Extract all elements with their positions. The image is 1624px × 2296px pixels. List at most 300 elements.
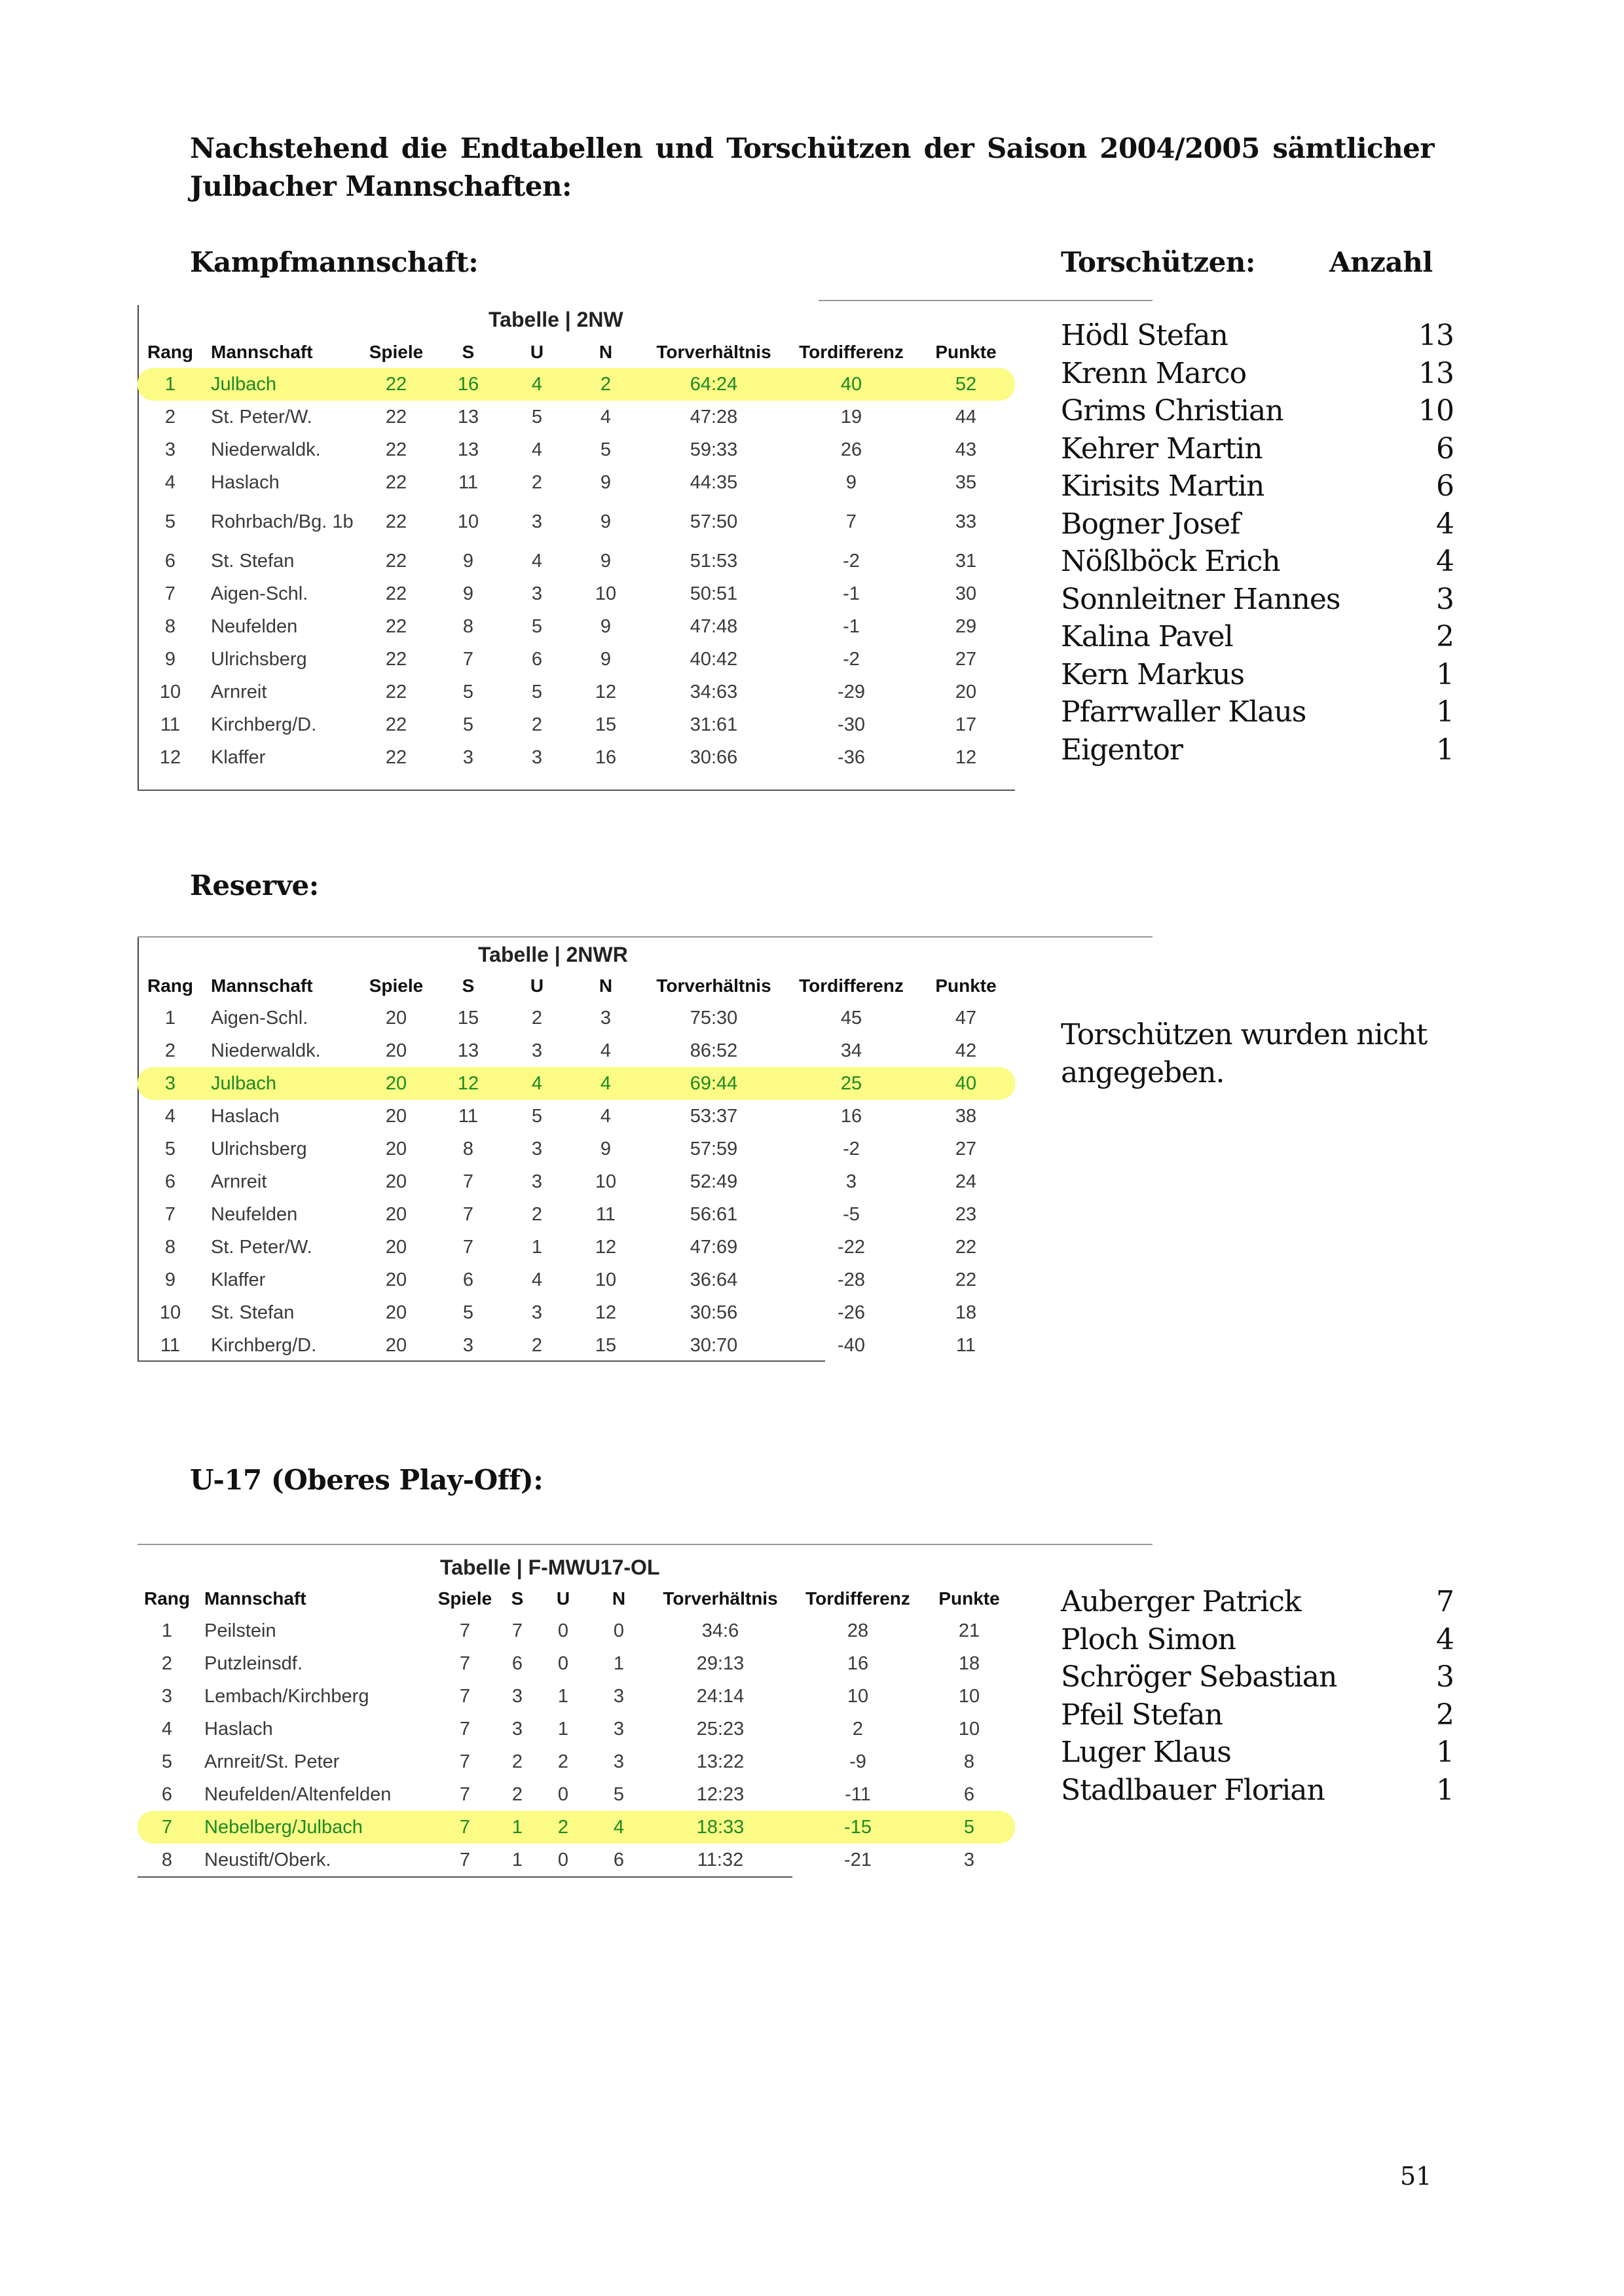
table-cell: -1 xyxy=(843,583,860,604)
table-cell: 22 xyxy=(385,615,407,637)
scan-border xyxy=(138,790,1015,791)
table-cell: 9 xyxy=(600,550,612,572)
scorer-row xyxy=(1061,618,1454,656)
table-cell: 2 xyxy=(164,406,176,428)
table-cell: 5 xyxy=(600,439,612,460)
scorer-goal-count: 13 xyxy=(1418,319,1454,352)
table-cell: Haslach xyxy=(211,471,280,493)
table-cell: 5 xyxy=(531,1105,543,1127)
table-cell: 7 xyxy=(164,1203,176,1225)
table-cell: 34:63 xyxy=(690,681,738,702)
table-cell: 29 xyxy=(955,615,977,637)
table-cell: 3 xyxy=(613,1685,625,1707)
table-cell: 7 xyxy=(164,583,176,604)
table-cell: 10 xyxy=(958,1685,980,1707)
column-header: Spiele xyxy=(369,975,424,996)
scorer-row xyxy=(1061,505,1454,543)
table-row xyxy=(138,1680,1015,1713)
table-cell: 2 xyxy=(161,1652,173,1674)
table-cell: Putzleinsdf. xyxy=(204,1652,303,1674)
table-cell: 4 xyxy=(600,1040,612,1061)
table-cell: 3 xyxy=(963,1849,975,1870)
column-header: Rang xyxy=(144,1588,190,1609)
table-cell: 31 xyxy=(955,550,977,572)
table-cell: 20 xyxy=(955,681,977,702)
scorer-name: Kern Markus xyxy=(1061,657,1244,691)
table-cell: 4 xyxy=(589,1811,648,1844)
table-cell: 6 xyxy=(164,1171,176,1192)
table-cell: -9 xyxy=(849,1751,866,1772)
table-cell: Ulrichsberg xyxy=(211,1138,307,1159)
scorer-name: Kalina Pavel xyxy=(1061,620,1233,653)
table-cell: 4 xyxy=(161,1718,173,1740)
table-row xyxy=(138,1002,1015,1034)
table-cell: 4 xyxy=(531,439,543,460)
table-cell: 22 xyxy=(385,746,407,768)
table-cell: 2 xyxy=(557,1751,569,1772)
table-cell: 86:52 xyxy=(690,1040,738,1061)
column-header: U xyxy=(556,1588,570,1609)
table-cell: 30:66 xyxy=(690,746,738,768)
scorers-label: Torschützen: xyxy=(1061,246,1255,278)
kampf-section-title: Kampfmannschaft: xyxy=(190,246,479,278)
table-cell: 22 xyxy=(360,368,432,401)
table-cell: 16 xyxy=(847,1652,869,1674)
table-cell: 15 xyxy=(457,1007,479,1029)
table-cell: -29 xyxy=(838,681,865,702)
table-row xyxy=(138,1100,1015,1133)
table-cell: Niederwaldk. xyxy=(211,1040,321,1061)
table-cell: 3 xyxy=(462,746,474,768)
table-cell: 22 xyxy=(385,471,407,493)
table-cell: 6 xyxy=(531,648,543,670)
table-cell: 5 xyxy=(161,1751,173,1772)
u17-table-body xyxy=(138,1614,1015,1876)
table-cell: 30:70 xyxy=(690,1334,738,1356)
table-cell: 47:48 xyxy=(690,615,738,637)
table-cell: -11 xyxy=(845,1783,871,1805)
table-cell: 3 xyxy=(531,1040,543,1061)
table-cell: 3 xyxy=(511,1685,523,1707)
table-cell: 1 xyxy=(613,1652,625,1674)
table-cell: Arnreit/St. Peter xyxy=(204,1751,340,1772)
reserve-table-title: Tabelle | 2NWR xyxy=(478,943,628,966)
table-row xyxy=(138,1844,1015,1876)
table-cell: 3 xyxy=(511,1718,523,1740)
reserve-section-title: Reserve: xyxy=(190,869,319,902)
table-cell: 9 xyxy=(462,583,474,604)
scorer-name: Grims Christian xyxy=(1061,394,1283,428)
table-cell: 9 xyxy=(462,550,474,572)
table-cell: Niederwaldk. xyxy=(211,439,321,460)
table-cell: 8 xyxy=(462,1138,474,1159)
scorer-name: Ploch Simon xyxy=(1061,1622,1236,1656)
table-cell: 22 xyxy=(385,511,407,532)
table-cell: 3 xyxy=(462,1334,474,1356)
table-cell: 7 xyxy=(459,1620,471,1641)
table-cell: 22 xyxy=(955,1236,977,1258)
table-cell: 2 xyxy=(164,1040,176,1061)
table-cell: 22 xyxy=(955,1269,977,1290)
reserve-table-body xyxy=(138,1002,1015,1362)
table-cell: 13 xyxy=(457,1040,479,1061)
table-cell: 3 xyxy=(531,583,543,604)
table-cell: St. Peter/W. xyxy=(211,1236,312,1258)
table-cell: 10 xyxy=(457,511,479,532)
table-cell: 44 xyxy=(955,406,977,428)
table-cell: 20 xyxy=(385,1171,407,1192)
table-cell: 4 xyxy=(570,1067,642,1100)
scorer-row xyxy=(1061,355,1454,393)
table-cell: 40 xyxy=(917,1067,1015,1100)
scorer-goal-count: 7 xyxy=(1436,1585,1454,1618)
table-cell: 3 xyxy=(164,439,176,460)
table-cell: 5 xyxy=(462,714,474,735)
column-header: Torverhältnis xyxy=(663,1588,778,1609)
table-row xyxy=(138,741,1015,774)
scorer-goal-count: 1 xyxy=(1436,1736,1454,1769)
table-cell: Peilstein xyxy=(204,1620,276,1641)
table-cell: 16 xyxy=(840,1105,862,1127)
column-header: Tordifferenz xyxy=(799,975,904,996)
table-cell: 28 xyxy=(847,1620,869,1641)
scorer-name: Hödl Stefan xyxy=(1061,319,1228,352)
table-cell: Nebelberg/Julbach xyxy=(196,1811,432,1844)
scorer-goal-count: 1 xyxy=(1436,1773,1454,1807)
scorer-row xyxy=(1061,656,1454,694)
table-row xyxy=(138,577,1015,610)
table-cell: 22 xyxy=(385,583,407,604)
table-cell: 9 xyxy=(164,648,176,670)
table-cell: 20 xyxy=(385,1007,407,1029)
table-cell: 34 xyxy=(840,1040,862,1061)
table-cell: 64:24 xyxy=(642,368,786,401)
table-row xyxy=(138,1296,1015,1329)
table-cell: -40 xyxy=(838,1334,865,1356)
table-cell: 5 xyxy=(462,1302,474,1323)
table-cell: 1 xyxy=(511,1849,523,1870)
table-cell: 3 xyxy=(531,1302,543,1323)
u17-standings-table xyxy=(138,1583,1015,1876)
table-cell: 7 xyxy=(462,1171,474,1192)
table-cell: 10 xyxy=(595,1171,617,1192)
scorer-goal-count: 13 xyxy=(1418,356,1454,390)
table-cell: 6 xyxy=(161,1783,173,1805)
column-header: U xyxy=(530,975,544,996)
u17-scorers-list xyxy=(1061,1583,1454,1809)
table-cell: 7 xyxy=(459,1751,471,1772)
table-cell: Aigen-Schl. xyxy=(211,583,308,604)
table-cell: -1 xyxy=(843,615,860,637)
table-row xyxy=(138,1165,1015,1198)
scorer-row xyxy=(1061,1583,1454,1621)
table-cell: 13:22 xyxy=(696,1751,745,1772)
table-cell: 43 xyxy=(955,439,977,460)
column-header: Torverhältnis xyxy=(656,342,771,362)
table-cell: 22 xyxy=(385,681,407,702)
table-cell: 52:49 xyxy=(690,1171,738,1192)
scan-border xyxy=(138,1544,1153,1545)
table-cell: 0 xyxy=(557,1849,569,1870)
scorer-name: Sonnleitner Hannes xyxy=(1061,582,1340,616)
table-cell: St. Peter/W. xyxy=(211,406,312,428)
column-header: S xyxy=(511,1588,524,1609)
table-cell: 47:28 xyxy=(690,406,738,428)
table-cell: 50:51 xyxy=(690,583,738,604)
scorer-goal-count: 1 xyxy=(1436,657,1454,691)
table-cell: 12 xyxy=(595,681,617,702)
table-row xyxy=(138,401,1015,433)
table-cell: 11 xyxy=(160,714,181,735)
table-cell: 17 xyxy=(955,714,977,735)
table-cell: 25 xyxy=(786,1067,917,1100)
table-cell: 3 xyxy=(161,1685,173,1707)
column-header: Tordifferenz xyxy=(799,342,904,362)
table-cell: 7 xyxy=(459,1849,471,1870)
column-header: S xyxy=(462,342,475,362)
table-cell: 20 xyxy=(385,1138,407,1159)
table-cell: Lembach/Kirchberg xyxy=(204,1685,369,1707)
table-cell: 7 xyxy=(459,1685,471,1707)
table-cell: -2 xyxy=(843,648,860,670)
table-cell: 20 xyxy=(385,1236,407,1258)
table-cell: 9 xyxy=(600,1138,612,1159)
table-cell: 1 xyxy=(557,1685,569,1707)
table-cell: -5 xyxy=(843,1203,860,1225)
reserve-table-block xyxy=(138,936,1015,1362)
table-cell: 20 xyxy=(385,1040,407,1061)
table-cell: 3 xyxy=(613,1751,625,1772)
scorer-row xyxy=(1061,731,1454,769)
table-cell: 53:37 xyxy=(690,1105,738,1127)
table-cell: 3 xyxy=(138,1067,203,1100)
column-header: N xyxy=(599,342,613,362)
table-row xyxy=(138,499,1015,545)
table-cell: 2 xyxy=(531,1007,543,1029)
table-cell: -22 xyxy=(838,1236,865,1258)
scorer-row xyxy=(1061,581,1454,619)
table-row xyxy=(138,1329,1015,1362)
table-cell: 24:14 xyxy=(696,1685,745,1707)
table-row xyxy=(138,1811,1015,1844)
table-cell: 5 xyxy=(531,406,543,428)
table-cell: 7 xyxy=(432,1811,498,1844)
table-header-row xyxy=(138,970,1015,1002)
table-cell: 34:6 xyxy=(701,1620,739,1641)
table-cell: 20 xyxy=(385,1302,407,1323)
table-cell: Haslach xyxy=(211,1105,280,1127)
table-cell: 57:50 xyxy=(690,511,738,532)
table-row xyxy=(138,1647,1015,1680)
column-header: Mannschaft xyxy=(211,342,313,362)
table-cell: 2 xyxy=(511,1783,523,1805)
table-cell: St. Stefan xyxy=(211,1302,295,1323)
scorer-goal-count: 1 xyxy=(1436,733,1454,767)
table-cell: 9 xyxy=(600,511,612,532)
table-cell: 9 xyxy=(600,648,612,670)
table-cell: Kirchberg/D. xyxy=(211,1334,317,1356)
scorer-goal-count: 3 xyxy=(1436,1660,1454,1694)
table-cell: 45 xyxy=(840,1007,862,1029)
table-cell: 10 xyxy=(595,1269,617,1290)
table-cell: St. Stefan xyxy=(211,550,295,572)
column-header: Punkte xyxy=(935,975,997,996)
column-header: N xyxy=(612,1588,626,1609)
table-cell: 6 xyxy=(963,1783,975,1805)
table-cell: 22 xyxy=(385,550,407,572)
table-cell: 0 xyxy=(557,1620,569,1641)
table-cell: -2 xyxy=(843,1138,860,1159)
table-cell: Haslach xyxy=(204,1718,273,1740)
table-cell: 4 xyxy=(164,1105,176,1127)
scorer-row xyxy=(1061,317,1454,355)
column-header: Spiele xyxy=(369,342,424,362)
scorer-name: Pfeil Stefan xyxy=(1061,1698,1223,1732)
table-cell: Julbach xyxy=(203,1067,360,1100)
table-cell: 30:56 xyxy=(690,1302,738,1323)
table-cell: 7 xyxy=(845,511,857,532)
table-cell: 38 xyxy=(955,1105,977,1127)
column-header: Mannschaft xyxy=(211,975,313,996)
u17-table-block xyxy=(138,1544,1015,1878)
table-cell: 15 xyxy=(595,714,617,735)
table-row xyxy=(138,1264,1015,1296)
table-cell: 12 xyxy=(159,746,181,768)
scorer-row xyxy=(1061,392,1454,430)
table-row xyxy=(138,1231,1015,1264)
table-cell: 9 xyxy=(164,1269,176,1290)
scorer-goal-count: 10 xyxy=(1418,394,1454,428)
table-cell: 1 xyxy=(138,368,203,401)
table-cell: 12 xyxy=(595,1236,617,1258)
table-row xyxy=(138,708,1015,741)
table-cell: 22 xyxy=(385,406,407,428)
table-cell: 10 xyxy=(595,583,617,604)
scorer-name: Stadlbauer Florian xyxy=(1061,1773,1325,1807)
table-cell: 21 xyxy=(958,1620,980,1641)
table-cell: Klaffer xyxy=(211,1269,266,1290)
table-row xyxy=(138,610,1015,643)
table-cell: 10 xyxy=(847,1685,869,1707)
table-cell: 22 xyxy=(385,714,407,735)
table-row xyxy=(138,545,1015,577)
table-row xyxy=(138,368,1015,401)
u17-table-title: Tabelle | F-MWU17-OL xyxy=(440,1556,660,1579)
table-cell: 2 xyxy=(852,1718,864,1740)
kampf-scorers-list xyxy=(1061,317,1454,769)
kampf-table-body xyxy=(138,368,1015,774)
table-cell: 20 xyxy=(385,1269,407,1290)
table-cell: 3 xyxy=(531,746,543,768)
table-cell: 24 xyxy=(955,1171,977,1192)
table-cell: Arnreit xyxy=(211,1171,267,1192)
table-cell: 42 xyxy=(955,1040,977,1061)
count-label: Anzahl xyxy=(1329,246,1433,278)
table-cell: 3 xyxy=(531,511,543,532)
table-cell: 47:69 xyxy=(690,1236,738,1258)
column-header: Tordifferenz xyxy=(805,1588,910,1609)
table-cell: Rohrbach/Bg. 1b xyxy=(211,511,354,532)
table-cell: 29:13 xyxy=(696,1652,745,1674)
scorer-goal-count: 4 xyxy=(1436,1622,1454,1656)
table-row xyxy=(138,1198,1015,1231)
table-cell: 4 xyxy=(531,550,543,572)
table-cell: 9 xyxy=(600,615,612,637)
intro-heading: Nachstehend die Endtabellen und Torschützen der Saison 2004/2005 sämtlicher Julbacher Mannschaften: xyxy=(190,132,1434,202)
scan-border xyxy=(819,300,1153,301)
table-cell: 6 xyxy=(462,1269,474,1290)
table-cell: Arnreit xyxy=(211,681,267,702)
table-cell: 2 xyxy=(531,714,543,735)
table-cell: 1 xyxy=(557,1718,569,1740)
table-cell: 1 xyxy=(498,1811,537,1844)
scorer-row xyxy=(1061,430,1454,468)
table-cell: 12 xyxy=(595,1302,617,1323)
table-cell: 5 xyxy=(164,511,176,532)
table-cell: -26 xyxy=(838,1302,865,1323)
table-cell: -15 xyxy=(792,1811,923,1844)
table-cell: Kirchberg/D. xyxy=(211,714,317,735)
table-cell: 52 xyxy=(917,368,1015,401)
table-cell: 18 xyxy=(955,1302,977,1323)
table-cell: 59:33 xyxy=(690,439,738,460)
table-cell: 31:61 xyxy=(690,714,738,735)
table-cell: 36:64 xyxy=(690,1269,738,1290)
column-header: Mannschaft xyxy=(204,1588,306,1609)
table-cell: 22 xyxy=(385,648,407,670)
table-cell: 25:23 xyxy=(696,1718,745,1740)
table-cell: 3 xyxy=(531,1138,543,1159)
table-cell: 35 xyxy=(955,471,977,493)
column-header: S xyxy=(462,975,475,996)
scorer-name: Nößlböck Erich xyxy=(1061,545,1280,578)
table-cell: 8 xyxy=(164,615,176,637)
table-cell: 9 xyxy=(600,471,612,493)
column-header: Torverhältnis xyxy=(656,975,771,996)
table-cell: 23 xyxy=(955,1203,977,1225)
table-cell: 51:53 xyxy=(690,550,738,572)
table-cell: 7 xyxy=(459,1783,471,1805)
column-header: N xyxy=(599,975,613,996)
table-cell: 4 xyxy=(600,1105,612,1127)
table-cell: 75:30 xyxy=(690,1007,738,1029)
table-cell: 69:44 xyxy=(642,1067,786,1100)
scorer-row xyxy=(1061,693,1454,731)
table-cell: -36 xyxy=(838,746,865,768)
scorer-goal-count: 4 xyxy=(1436,507,1454,541)
table-cell: 11 xyxy=(955,1334,976,1356)
table-cell: 7 xyxy=(459,1718,471,1740)
scorer-goal-count: 6 xyxy=(1436,469,1454,503)
column-header: Punkte xyxy=(938,1588,1000,1609)
table-cell: 4 xyxy=(600,406,612,428)
column-header: Rang xyxy=(147,975,193,996)
table-cell: Neustift/Oberk. xyxy=(204,1849,331,1870)
table-cell: 30 xyxy=(955,583,977,604)
table-cell: 12:23 xyxy=(696,1783,745,1805)
table-row xyxy=(138,1067,1015,1100)
scorer-row xyxy=(1061,1696,1454,1734)
table-cell: 5 xyxy=(531,681,543,702)
scorer-row xyxy=(1061,1658,1454,1696)
table-cell: 4 xyxy=(504,1067,570,1100)
table-row xyxy=(138,643,1015,676)
scorer-name: Bogner Josef xyxy=(1061,507,1240,541)
table-cell: Neufelden/Altenfelden xyxy=(204,1783,392,1805)
table-cell: 7 xyxy=(462,648,474,670)
table-cell: Klaffer xyxy=(211,746,266,768)
table-cell: 6 xyxy=(613,1849,625,1870)
